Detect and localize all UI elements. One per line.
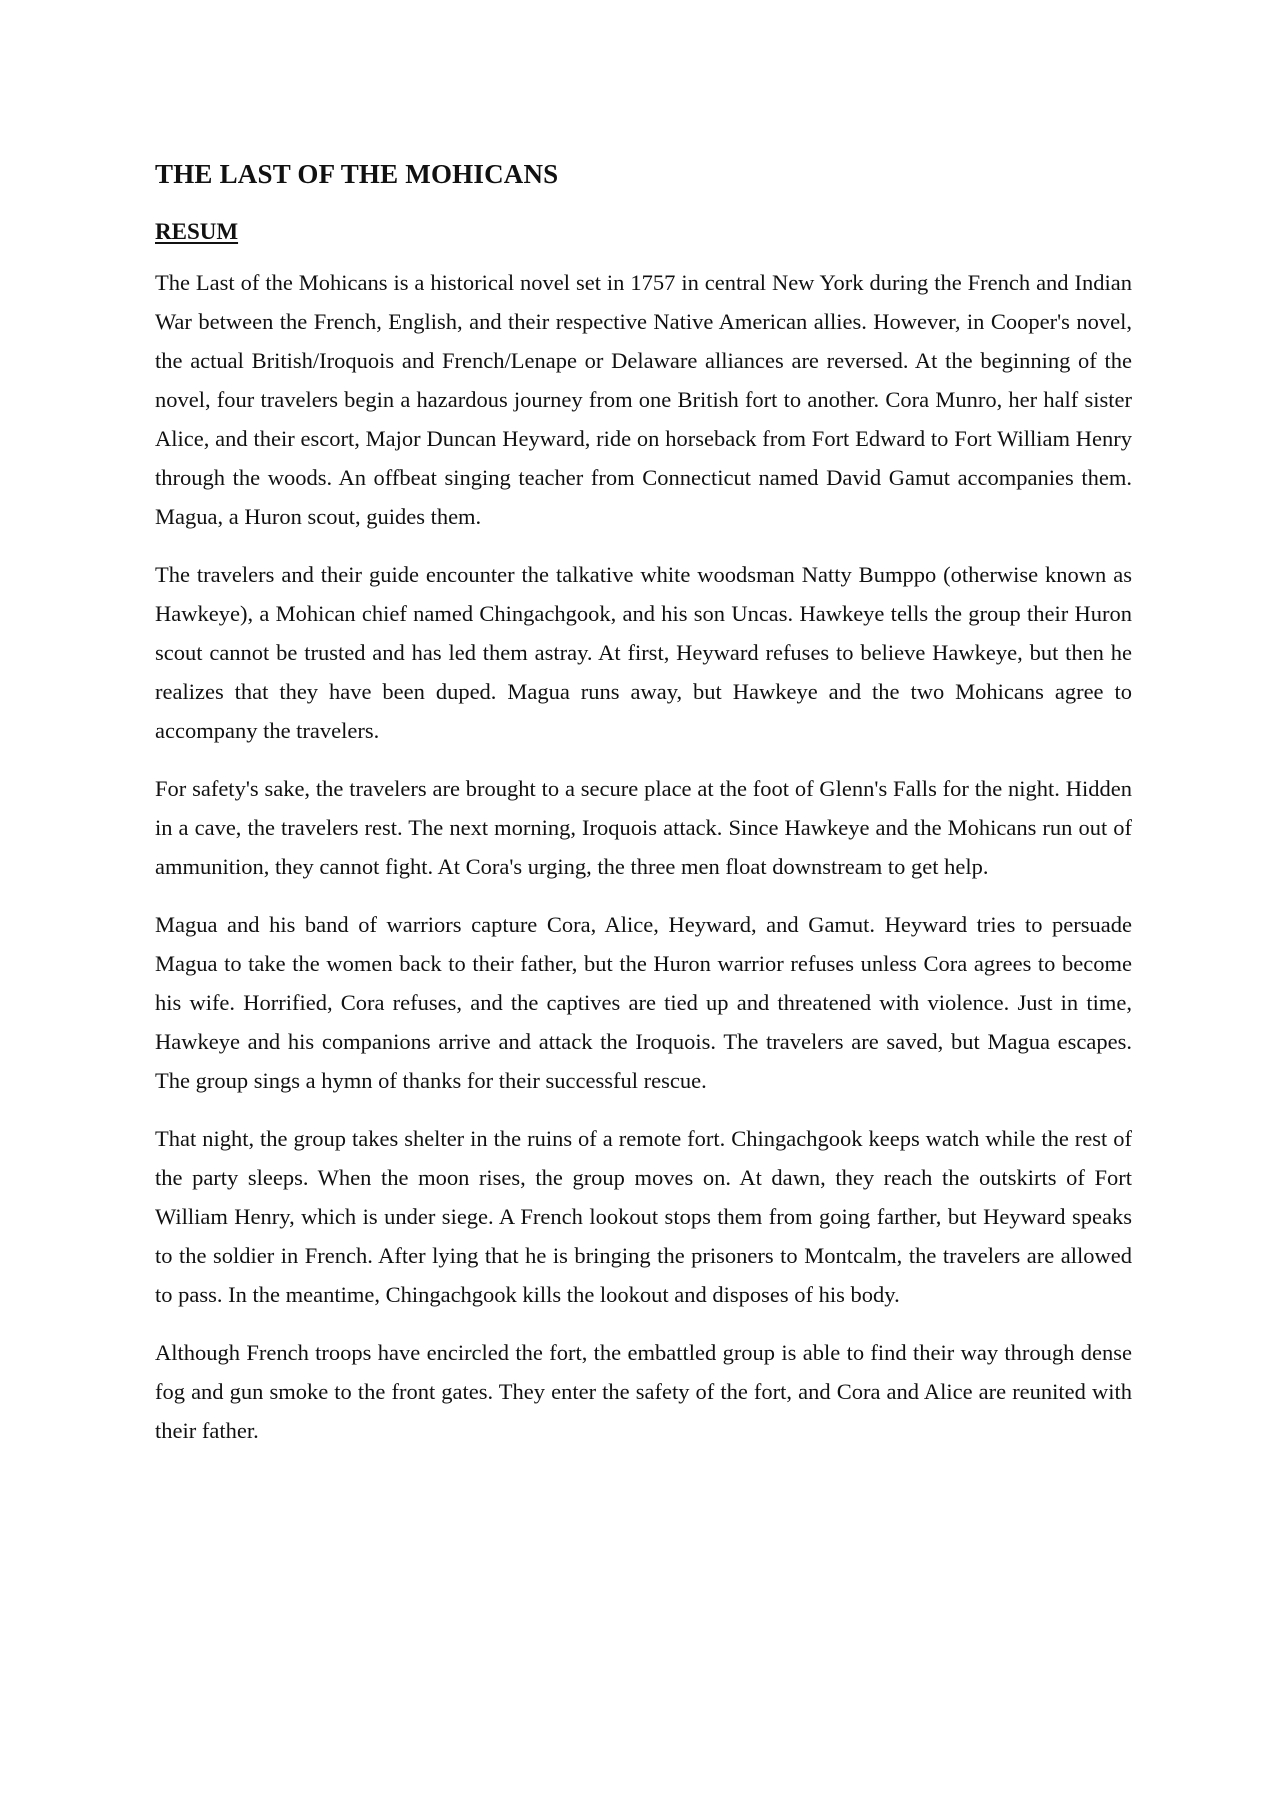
section-heading-resum: RESUM [155, 219, 239, 244]
paragraph: Magua and his band of warriors capture Cora, Alice, Heyward, and Gamut. Heyward tries to persuade Magua to take the women back to their father, but the Huron warrior refuses unless Cora agrees to become his wife. Horrified, Cora refuses, and the captives are tied up and threatened with violence. Just in time, Hawkeye and his companions arrive and attack the Iroquois. The travelers are saved, but Magua escapes. The group sings a hymn of thanks for their successful rescue. [155, 912, 1132, 1093]
paragraph: Although French troops have encircled the fort, the embattled group is able to find their way through dense fog and gun smoke to the front gates. They enter the safety of the fort, and Cora and Alice are reunited with their father. [155, 1340, 1132, 1443]
document-title: THE LAST OF THE MOHICANS [155, 159, 559, 189]
paragraph: The Last of the Mohicans is a historical novel set in 1757 in central New York during the French and Indian War between the French, English, and their respective Native American allies. However, in Cooper's novel, the actual British/Iroquois and French/Lenape or Delaware alliances are reversed. At the beginning of the novel, four travelers begin a hazardous journey from one British fort to another. Cora Munro, her half sister Alice, and their escort, Major Duncan Heyward, ride on horseback from Fort Edward to Fort William Henry through the woods. An offbeat singing teacher from Connecticut named David Gamut accompanies them. Magua, a Huron scout, guides them. [155, 270, 1132, 529]
paragraph: The travelers and their guide encounter the talkative white woodsman Natty Bumppo (otherwise known as Hawkeye), a Mohican chief named Chingachgook, and his son Uncas. Hawkeye tells the group their Huron scout cannot be trusted and has led them astray. At first, Heyward refuses to believe Hawkeye, but then he realizes that they have been duped. Magua runs away, but Hawkeye and the two Mohicans agree to accompany the travelers. [155, 562, 1132, 743]
paragraph: That night, the group takes shelter in the ruins of a remote fort. Chingachgook keeps watch while the rest of the party sleeps. When the moon rises, the group moves on. At dawn, they reach the outskirts of Fort William Henry, which is under siege. A French lookout stops them from going farther, but Heyward speaks to the soldier in French. After lying that he is bringing the prisoners to Montcalm, the travelers are allowed to pass. In the meantime, Chingachgook kills the lookout and disposes of his body. [155, 1126, 1132, 1307]
body-text [155, 263, 1132, 1450]
paragraph: For safety's sake, the travelers are brought to a secure place at the foot of Glenn's Falls for the night. Hidden in a cave, the travelers rest. The next morning, Iroquois attack. Since Hawkeye and the Mohicans run out of ammunition, they cannot fight. At Cora's urging, the three men float downstream to get help. [155, 776, 1132, 879]
